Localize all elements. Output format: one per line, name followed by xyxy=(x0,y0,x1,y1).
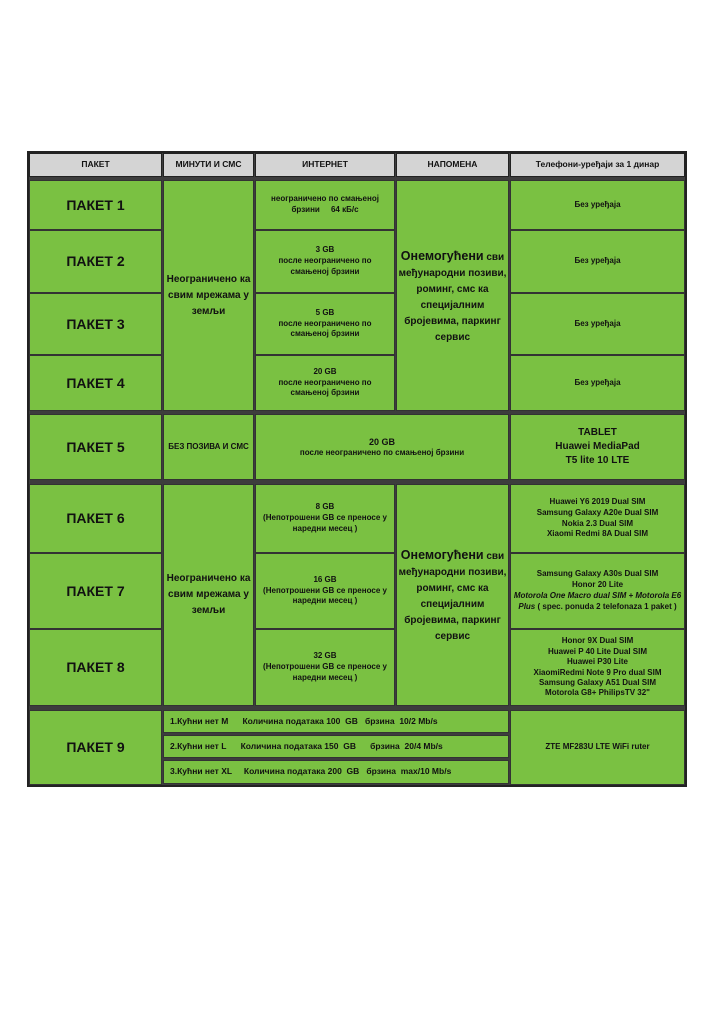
internet-amount: 20 GB xyxy=(313,366,337,376)
note-rest: сви међународни позиви, роминг, смс ка специјалним бројевима, паркинг сервис xyxy=(398,551,507,642)
internet-amount: 32 GB xyxy=(313,651,337,661)
internet-after: (Непотрошени GB се преносе у наредни месец ) xyxy=(263,585,387,606)
package-4-internet xyxy=(255,355,395,411)
package-6-phones xyxy=(510,484,685,553)
header-phones: Телефони-уређаји за 1 динар xyxy=(510,153,685,177)
package-7-phones xyxy=(510,553,685,629)
phone-item: Honor 20 Lite xyxy=(571,580,624,590)
phone-item: XiaomiRedmi Note 9 Pro dual SIM xyxy=(533,667,662,677)
package-5-phones xyxy=(510,414,685,480)
phone-item: Huawei MediaPad xyxy=(555,441,640,452)
home-net-speed: брзина 10/2 Mb/s xyxy=(364,715,438,726)
phone-item: T5 lite 10 LTE xyxy=(565,455,630,466)
package-5-internet xyxy=(255,414,509,480)
package-7-internet xyxy=(255,553,395,629)
group1-minutes xyxy=(163,180,254,411)
internet-amount: 16 GB xyxy=(313,574,337,584)
phone-item: TABLET xyxy=(578,427,617,438)
home-net-plan: 3.Кућни нет XL xyxy=(170,766,233,777)
note-bold: Онемогућени xyxy=(400,248,484,263)
package-6-name: ПАКЕТ 6 xyxy=(29,484,162,553)
home-net-speed: брзина max/10 Mb/s xyxy=(366,766,452,777)
phone-item: Huawei Y6 2019 Dual SIM xyxy=(549,496,646,506)
package-3-internet xyxy=(255,293,395,355)
package-5-minutes: БЕЗ ПОЗИВА И СМС xyxy=(163,414,254,480)
phone-offer xyxy=(514,591,682,613)
package-3-name: ПАКЕТ 3 xyxy=(29,293,162,355)
home-net-plan: 2.Кућни нет L xyxy=(170,740,227,751)
phone-item: Samsung Galaxy A20e Dual SIM xyxy=(536,507,659,517)
note-rest: сви међународни позиви, роминг, смс ка специјалним бројевима, паркинг сервис xyxy=(398,251,507,343)
package-9-name: ПАКЕТ 9 xyxy=(29,710,162,785)
home-net-data: Количина података 150 GB xyxy=(240,740,356,751)
package-8-phones xyxy=(510,629,685,706)
home-net-row-m xyxy=(163,710,509,733)
phone-item: Motorola G8+ PhilipsTV 32" xyxy=(545,688,650,698)
package-7-name: ПАКЕТ 7 xyxy=(29,553,162,629)
package-8-name: ПАКЕТ 8 xyxy=(29,629,162,706)
internet-amount: 8 GB xyxy=(315,502,335,512)
phone-item: Samsung Galaxy A30s Dual SIM xyxy=(536,569,659,579)
internet-after: после неограничено по смањеној брзини xyxy=(299,447,465,457)
group3-note xyxy=(396,484,509,706)
header-internet: ИНТЕРНЕТ xyxy=(255,153,395,177)
package-1-phones: Без уређаја xyxy=(510,180,685,230)
group1-minutes-text: Неограничено ка свим мрежама у земљи xyxy=(166,273,251,317)
phone-item: Huawei P 40 Lite Dual SIM xyxy=(548,646,647,656)
phone-offer-tail: ( spec. ponuda 2 telefonaza 1 paket ) xyxy=(535,601,677,611)
internet-amount: 3 GB xyxy=(315,245,335,255)
home-net-plan: 1.Кућни нет M xyxy=(170,715,229,726)
package-5-name: ПАКЕТ 5 xyxy=(29,414,162,480)
header-note: НАПОМЕНА xyxy=(396,153,509,177)
note-bold: Онемогућени xyxy=(400,548,484,562)
header-minutes-sms: МИНУТИ И СМС xyxy=(163,153,254,177)
package-1-internet xyxy=(255,180,395,230)
phone-item: Honor 9X Dual SIM xyxy=(561,636,634,646)
phone-item: Huawei P30 Lite xyxy=(567,657,628,667)
package-4-phones: Без уређаја xyxy=(510,355,685,411)
home-net-speed: брзина 20/4 Mb/s xyxy=(370,740,443,751)
internet-after: (Непотрошени GB се преносе у наредни месец ) xyxy=(263,662,387,682)
group1-note-text xyxy=(399,246,507,346)
package-2-phones: Без уређаја xyxy=(510,230,685,293)
package-8-internet xyxy=(255,629,395,706)
internet-after: после неограничено по смањеној брзини xyxy=(278,256,372,276)
package-2-internet xyxy=(255,230,395,293)
group3-minutes xyxy=(163,484,254,706)
phone-offer-italic: Motorola One Macro dual SIM + Motorola E6 Plus xyxy=(513,591,682,611)
group1-note xyxy=(396,180,509,411)
group3-note-text xyxy=(399,545,507,645)
internet-after: после неограничено по смањеној брзини xyxy=(278,377,372,398)
package-1-name: ПАКЕТ 1 xyxy=(29,180,162,230)
phone-item: Xiaomi Redmi 8A Dual SIM xyxy=(546,529,649,539)
internet-after: (Непотрошени GB се преносе у наредни месец ) xyxy=(263,513,387,533)
phone-item: Nokia 2.3 Dual SIM xyxy=(561,518,634,528)
home-net-row-l xyxy=(163,735,509,758)
package-2-name: ПАКЕТ 2 xyxy=(29,230,162,293)
package-4-name: ПАКЕТ 4 xyxy=(29,355,162,411)
internet-line: неограничено по смањеној xyxy=(271,194,379,204)
package-9-phones: ZTE MF283U LTE WiFi ruter xyxy=(510,710,685,785)
package-3-phones: Без уређаја xyxy=(510,293,685,355)
header-package: ПАКЕТ xyxy=(29,153,162,177)
internet-after: после неограничено по смањеној брзини xyxy=(278,318,372,339)
internet-line: брзини 64 кБ/с xyxy=(291,205,359,214)
internet-amount: 5 GB xyxy=(315,307,335,317)
home-net-data: Количина података 100 GB xyxy=(242,715,358,726)
home-net-row-xl xyxy=(163,760,509,784)
package-6-internet xyxy=(255,484,395,553)
home-net-data: Количина података 200 GB xyxy=(243,766,360,777)
phone-item: Samsung Galaxy A51 Dual SIM xyxy=(538,677,657,687)
internet-amount: 20 GB xyxy=(368,436,395,447)
group3-minutes-text: Неограничено ка свим мрежама у земљи xyxy=(166,573,251,616)
